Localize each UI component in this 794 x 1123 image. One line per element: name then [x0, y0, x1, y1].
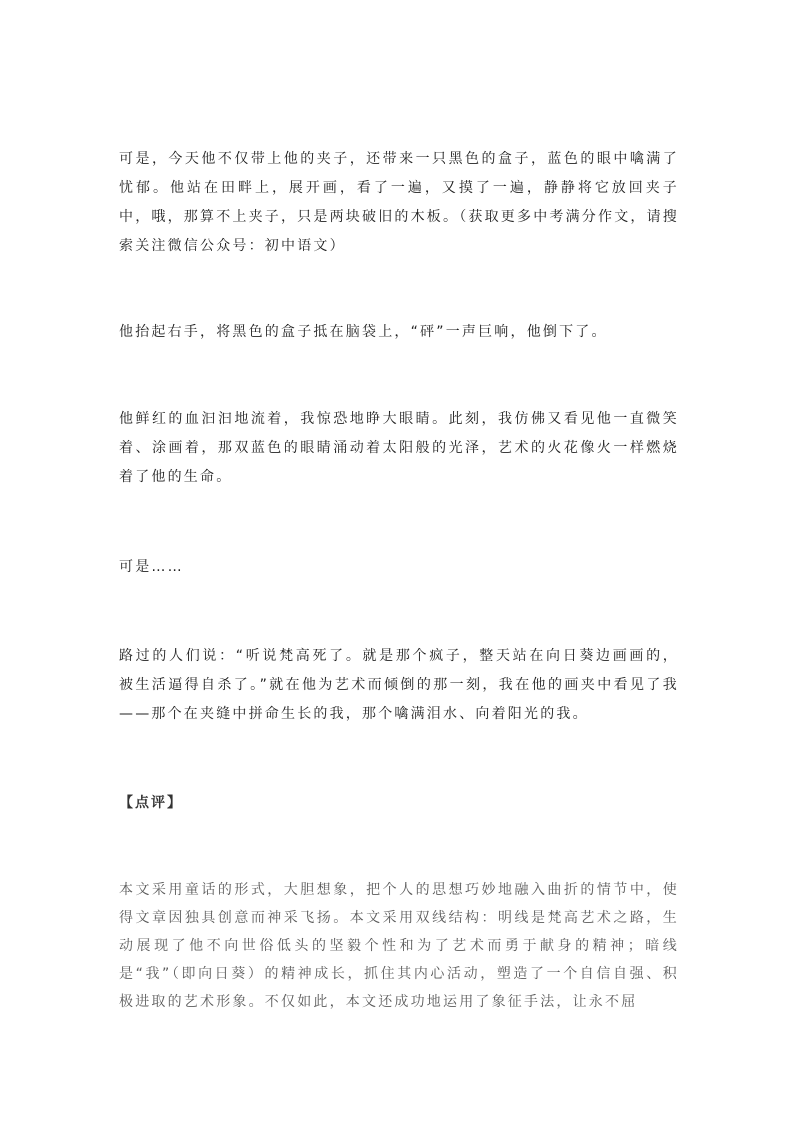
story-paragraph-2: 他抬起右手，将黑色的盒子抵在脑袋上，“砰”一声巨响，他倒下了。 — [119, 324, 608, 340]
story-paragraph-5: 路过的人们说：“听说梵高死了。就是那个疯子，整天站在向日葵边画画的，被生活逼得自杀了。”就在他为艺术而倾倒的那一刻，我在他的画夹中看见了我——那个在夹缝中拼命生长的我，那个噙满泪水、向着阳光的我。 — [119, 648, 679, 722]
story-paragraph-3: 他鲜红的血汩汩地流着，我惊恐地睁大眼睛。此刻，我仿佛又看见他一直微笑着、涂画着，那双蓝色的眼睛涌动着太阳般的光泽，艺术的火花像火一样燃烧着了他的生命。 — [119, 411, 679, 485]
review-heading: 【点评】 — [119, 795, 183, 811]
story-paragraph-4: 可是…… — [119, 559, 184, 575]
review-paragraph: 本文采用童话的形式，大胆想象，把个人的思想巧妙地融入曲折的情节中，使得文章因独具创意而神采飞扬。本文采用双线结构：明线是梵高艺术之路，生动展现了他不向世俗低头的坚毅个性和为了艺术而勇于献身的精神；暗线是“我”（即向日葵）的精神成长，抓住其内心活动，塑造了一个自信自强、积极进取的艺术形象。不仅如此，本文还成功地运用了象征手法，让永不屈 — [119, 882, 679, 1010]
story-paragraph-1: 可是，今天他不仅带上他的夹子，还带来一只黑色的盒子，蓝色的眼中噙满了忧郁。他站在田畔上，展开画，看了一遍，又摸了一遍，静静将它放回夹子中，哦，那算不上夹子，只是两块破旧的木板。（获取更多中考满分作文，请搜索关注微信公众号：初中语文） — [119, 151, 679, 254]
